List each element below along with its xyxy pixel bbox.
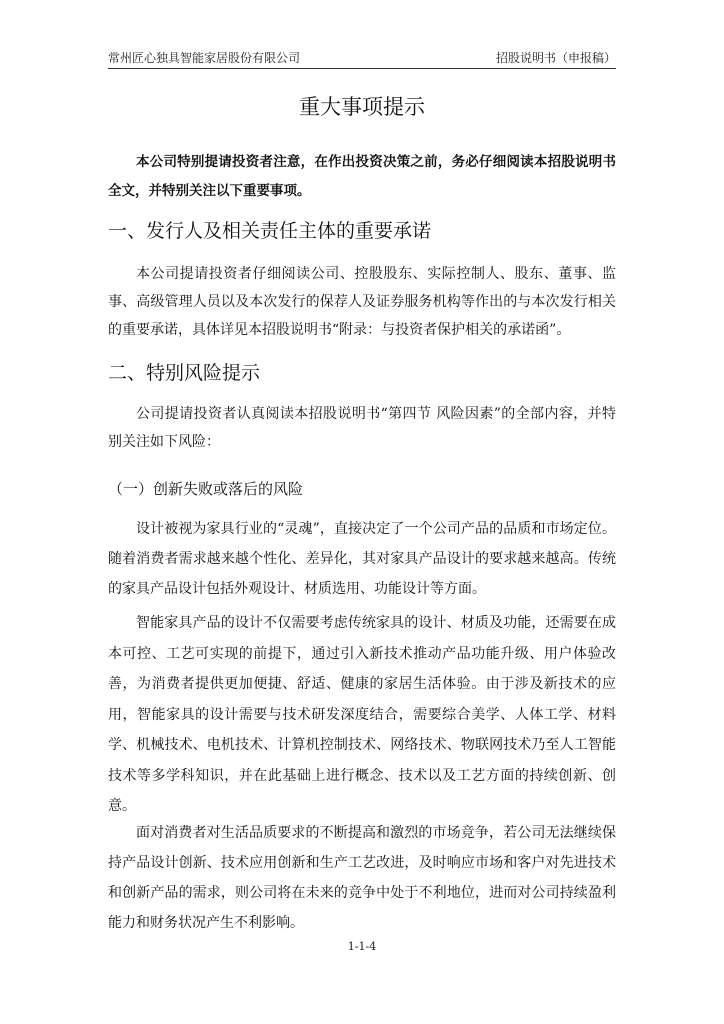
section2-intro: 公司提请投资者认真阅读本招股说明书“第四节 风险因素”的全部内容，并特别关注如下风险： <box>108 406 616 450</box>
subsection1-paragraph-1: 设计被视为家具行业的“灵魂”，直接决定了一个公司产品的品质和市场定位。随着消费者需求越来越个性化、差异化，其对家具产品设计的要求越来越高。传统的家具产品设计包括外观设计、材质选用、功能设计等方面。 <box>108 521 616 597</box>
header-company-name: 常州匠心独具智能家居股份有限公司 <box>108 51 301 65</box>
investor-notice: 本公司特别提请投资者注意，在作出投资决策之前，务必仔细阅读本招股说明书全文，并特别关注以下重要事项。 <box>108 154 616 199</box>
page-title: 重大事项提示 <box>299 95 425 119</box>
header-document-type: 招股说明书（申报稿） <box>495 51 616 65</box>
section2-heading: 二、特别风险提示 <box>108 362 261 384</box>
subsection1-paragraph-3: 面对消费者对生活品质要求的不断提高和激烈的市场竞争，若公司无法继续保持产品设计创新、技术应用创新和生产工艺改进，及时响应市场和客户对先进技术和创新产品的需求，则公司将在未来的竞争中处于不利地位，进而对公司持续盈利能力和财务状况产生不利影响。 <box>108 825 616 931</box>
section1-body: 本公司提请投资者仔细阅读公司、控股股东、实际控制人、股东、董事、监事、高级管理人员以及本次发行的保荐人及证券服务机构等作出的与本次发行相关的重要承诺，具体详见本招股说明书“附录：与投资者保护相关的承诺函”。 <box>108 266 616 338</box>
page-header <box>108 49 616 69</box>
subsection1-heading: （一）创新失败或落后的风险 <box>108 480 304 498</box>
header-divider <box>108 68 616 69</box>
subsection1-paragraph-2: 智能家具产品的设计不仅需要考虑传统家具的设计、材质及功能，还需要在成本可控、工艺可实现的前提下，通过引入新技术推动产品功能升级、用户体验改善，为消费者提供更加便捷、舒适、健康的家居生活体验。由于涉及新技术的应用，智能家具的设计需要与技术研发深度结合，需要综合美学、人体工学、材料学、机械技术、电机技术、计算机控制技术、网络技术、物联网技术乃至人工智能技术等多学科知识，并在此基础上进行概念、技术以及工艺方面的持续创新、创意。 <box>108 615 616 814</box>
page-number: 1-1-4 <box>347 940 377 953</box>
section1-heading: 一、发行人及相关责任主体的重要承诺 <box>108 220 432 242</box>
